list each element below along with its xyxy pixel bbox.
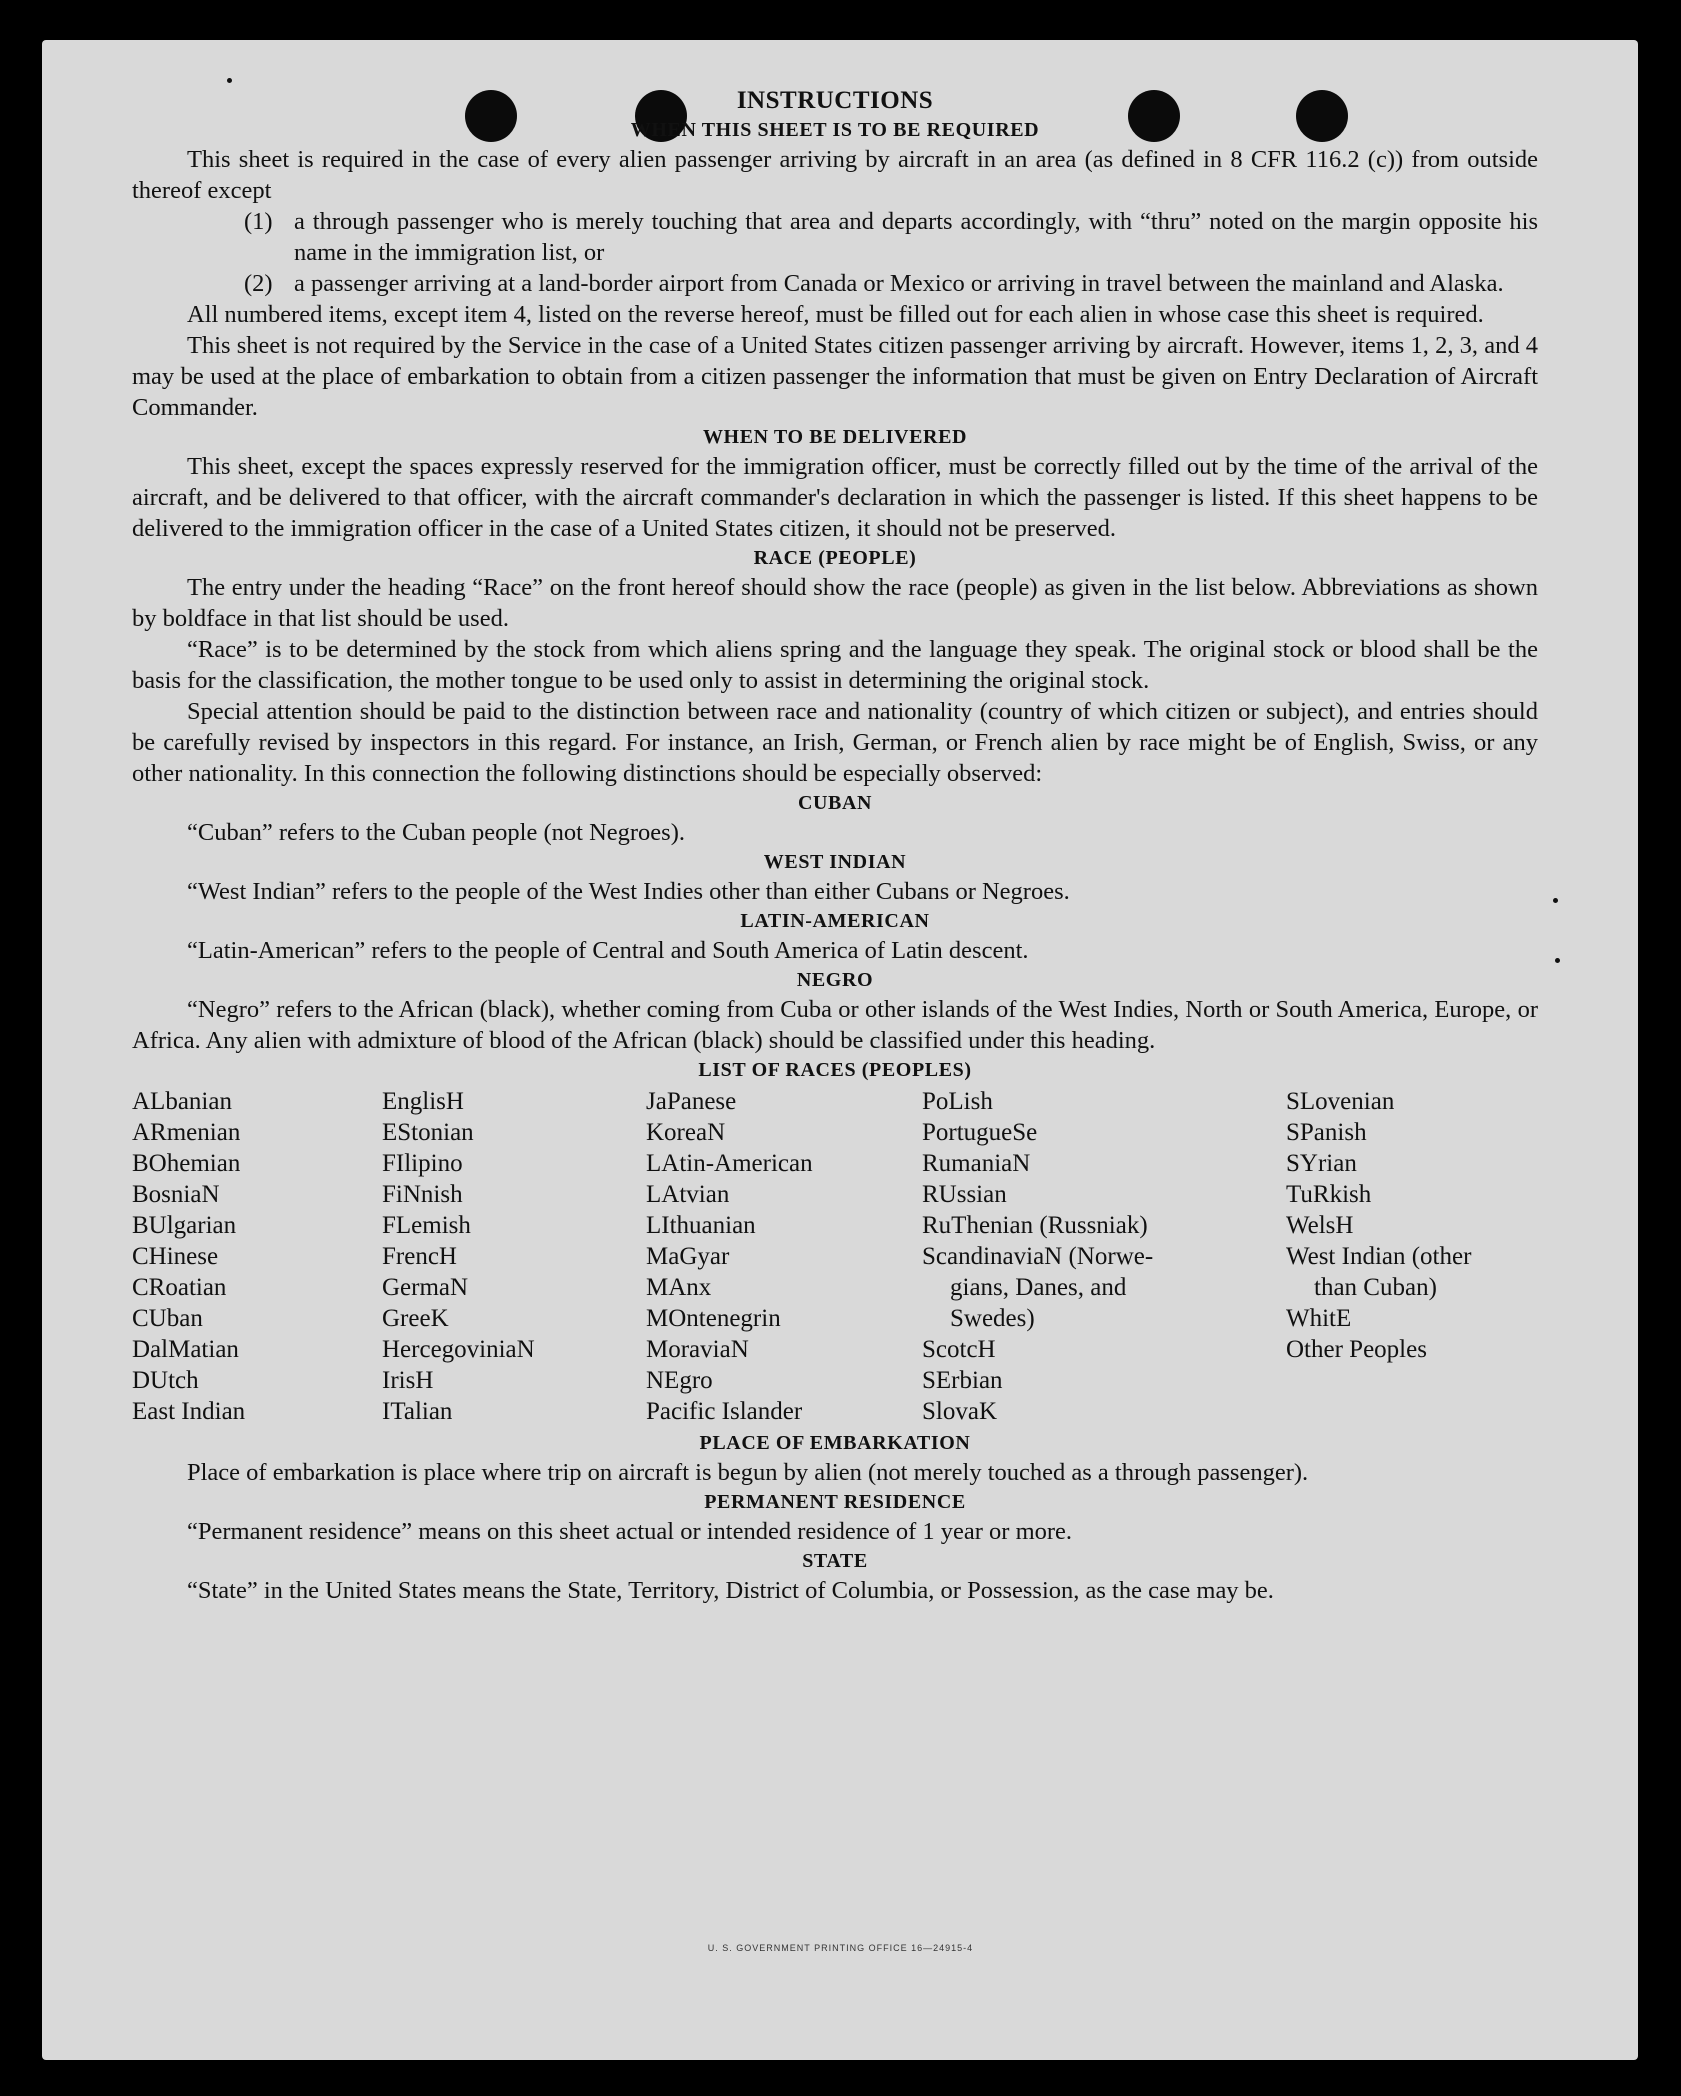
race-entry: SErbian bbox=[922, 1367, 1003, 1394]
item-number: (2) bbox=[244, 270, 273, 297]
paragraph-cuban: “Cuban” refers to the Cuban people (not Negroes). bbox=[187, 819, 685, 846]
item-text: a through passenger who is merely touching that area and departs accordingly, with “thru” noted on the margin opposite his name in the immigration list, or bbox=[294, 208, 1538, 266]
race-entry: GreeK bbox=[382, 1305, 449, 1332]
race-entry: LAtin-American bbox=[646, 1150, 813, 1177]
race-entry: RuThenian (Russniak) bbox=[922, 1212, 1148, 1239]
race-entry: BosniaN bbox=[132, 1181, 220, 1208]
paragraph-delivered: This sheet, except the spaces expressly reserved for the immigration officer, must be correctly filled out by the time of the arrival of the aircraft, and be delivered to that officer, with the aircraft commander's declaration in which the passenger is listed. If this sheet happens to be delivered to the immigration officer in the case of a United States citizen, it should not be preserved. bbox=[132, 453, 1538, 542]
race-entry: ARmenian bbox=[132, 1119, 241, 1146]
printer-imprint: U. S. GOVERNMENT PRINTING OFFICE 16—24915-4 bbox=[707, 1943, 974, 1953]
heading-west-indian: WEST INDIAN bbox=[763, 851, 907, 873]
paragraph-race-3: Special attention should be paid to the distinction between race and nationality (country of which citizen or subject), and entries should be carefully revised by inspectors in this regard. For instance, an Irish, German, or French alien by race might be of English, Swiss, or any other nationality. In this connection the following distinctions should be especially observed: bbox=[132, 698, 1538, 787]
race-column-2 bbox=[382, 1086, 646, 1427]
heading-place-of-embarkation: PLACE OF EMBARKATION bbox=[699, 1432, 971, 1454]
race-entry: WhitE bbox=[1286, 1305, 1352, 1332]
race-entry: Pacific Islander bbox=[646, 1398, 803, 1425]
speck bbox=[1555, 958, 1560, 963]
heading-state: STATE bbox=[802, 1550, 868, 1572]
race-list bbox=[132, 1086, 1538, 1427]
paragraph-numbered-items: All numbered items, except item 4, listed on the reverse hereof, must be filled out for each alien in whose case this sheet is required. bbox=[187, 301, 1484, 328]
race-entry: West Indian (other bbox=[1286, 1243, 1472, 1270]
race-entry: TuRkish bbox=[1286, 1181, 1372, 1208]
race-entry: CHinese bbox=[132, 1243, 219, 1270]
race-entry: WelsH bbox=[1286, 1212, 1354, 1239]
race-entry: SYrian bbox=[1286, 1150, 1357, 1177]
race-entry: PoLish bbox=[922, 1088, 993, 1115]
heading-latin-american: LATIN-AMERICAN bbox=[740, 910, 930, 932]
race-entry: ITalian bbox=[382, 1398, 453, 1425]
race-entry: SlovaK bbox=[922, 1398, 997, 1425]
race-entry: RumaniaN bbox=[922, 1150, 1031, 1177]
race-entry: GermaN bbox=[382, 1274, 469, 1301]
exception-item-1 bbox=[132, 206, 1538, 268]
paragraph-race-2: “Race” is to be determined by the stock from which aliens spring and the language they speak. The original stock or blood shall be the basis for the classification, the mother tongue to be used only to assist in determining the original stock. bbox=[132, 636, 1538, 694]
paragraph-latin-american: “Latin-American” refers to the people of Central and South America of Latin descent. bbox=[187, 937, 1029, 964]
heading-cuban: CUBAN bbox=[797, 792, 873, 814]
race-entry: BUlgarian bbox=[132, 1212, 237, 1239]
heading-permanent-residence: PERMANENT RESIDENCE bbox=[704, 1491, 966, 1513]
race-entry-continued: than Cuban) bbox=[1314, 1274, 1437, 1301]
race-entry: CUban bbox=[132, 1305, 203, 1332]
race-entry: SLovenian bbox=[1286, 1088, 1395, 1115]
race-entry: FLemish bbox=[382, 1212, 471, 1239]
race-entry: MaGyar bbox=[646, 1243, 730, 1270]
race-entry: KoreaN bbox=[646, 1119, 726, 1146]
race-entry: LAtvian bbox=[646, 1181, 730, 1208]
race-entry: LIthuanian bbox=[646, 1212, 756, 1239]
race-entry: MAnx bbox=[646, 1274, 712, 1301]
race-entry: MoraviaN bbox=[646, 1336, 749, 1363]
race-entry: FiNnish bbox=[382, 1181, 463, 1208]
heading-race: RACE (PEOPLE) bbox=[753, 547, 917, 569]
race-entry: DUtch bbox=[132, 1367, 199, 1394]
race-entry: EnglisH bbox=[382, 1088, 464, 1115]
race-entry: ScandinaviaN (Norwe- bbox=[922, 1243, 1154, 1270]
race-entry-continued: Swedes) bbox=[950, 1305, 1035, 1332]
paragraph-required-intro: This sheet is required in the case of every alien passenger arriving by aircraft in an area (as defined in 8 CFR 116.2 (c)) from outside thereof except bbox=[132, 146, 1538, 204]
race-entry: ALbanian bbox=[132, 1088, 232, 1115]
page-title: INSTRUCTIONS bbox=[736, 87, 934, 114]
race-entry: East Indian bbox=[132, 1398, 246, 1425]
race-entry: IrisH bbox=[382, 1367, 434, 1394]
race-column-3 bbox=[646, 1086, 922, 1427]
race-column-4 bbox=[922, 1086, 1286, 1427]
heading-when-required: WHEN THIS SHEET IS TO BE REQUIRED bbox=[630, 119, 1040, 141]
race-column-1 bbox=[132, 1086, 382, 1427]
paragraph-west-indian: “West Indian” refers to the people of the West Indies other than either Cubans or Negroes. bbox=[187, 878, 1070, 905]
speck bbox=[227, 78, 232, 83]
heading-negro: NEGRO bbox=[796, 969, 874, 991]
race-entry: MOntenegrin bbox=[646, 1305, 781, 1332]
race-entry: EStonian bbox=[382, 1119, 474, 1146]
race-entry: HercegoviniaN bbox=[382, 1336, 535, 1363]
paragraph-citizen: This sheet is not required by the Service in the case of a United States citizen passenger arriving by aircraft. However, items 1, 2, 3, and 4 may be used at the place of embarkation to obtain from a citizen passenger the information that must be given on Entry Declaration of Aircraft Commander. bbox=[132, 332, 1538, 421]
instructions-body bbox=[132, 86, 1538, 1606]
item-text: a passenger arriving at a land-border airport from Canada or Mexico or arriving in travel between the mainland and Alaska. bbox=[294, 270, 1504, 297]
race-entry: PortugueSe bbox=[922, 1119, 1038, 1146]
paragraph-race-1: The entry under the heading “Race” on the front hereof should show the race (people) as given in the list below. Abbreviations as shown by boldface in that list should be used. bbox=[132, 574, 1538, 632]
race-column-5 bbox=[1286, 1086, 1538, 1427]
race-entry: Other Peoples bbox=[1286, 1336, 1427, 1363]
race-entry: BOhemian bbox=[132, 1150, 241, 1177]
race-entry: SPanish bbox=[1286, 1119, 1367, 1146]
race-entry: FrencH bbox=[382, 1243, 457, 1270]
race-entry: FIlipino bbox=[382, 1150, 463, 1177]
heading-list-of-races: LIST OF RACES (PEOPLES) bbox=[698, 1059, 972, 1081]
race-entry: RUssian bbox=[922, 1181, 1007, 1208]
paragraph-embarkation: Place of embarkation is place where trip on aircraft is begun by alien (not merely touched as a through passenger). bbox=[187, 1459, 1309, 1486]
item-number: (1) bbox=[244, 208, 273, 235]
heading-when-delivered: WHEN TO BE DELIVERED bbox=[702, 426, 968, 448]
paragraph-negro: “Negro” refers to the African (black), whether coming from Cuba or other islands of the West Indies, North or South America, Europe, or Africa. Any alien with admixture of blood of the African (black) should be classified under this heading. bbox=[132, 996, 1538, 1054]
race-entry: DalMatian bbox=[132, 1336, 239, 1363]
race-entry: NEgro bbox=[646, 1367, 713, 1394]
race-entry: CRoatian bbox=[132, 1274, 227, 1301]
race-entry: ScotcH bbox=[922, 1336, 996, 1363]
speck bbox=[1553, 898, 1558, 903]
paragraph-residence: “Permanent residence” means on this sheet actual or intended residence of 1 year or more. bbox=[187, 1518, 1073, 1545]
paragraph-state: “State” in the United States means the State, Territory, District of Columbia, or Possession, as the case may be. bbox=[187, 1577, 1274, 1604]
race-entry-continued: gians, Danes, and bbox=[950, 1274, 1127, 1301]
race-entry: JaPanese bbox=[646, 1088, 737, 1115]
exception-item-2 bbox=[132, 268, 1538, 299]
